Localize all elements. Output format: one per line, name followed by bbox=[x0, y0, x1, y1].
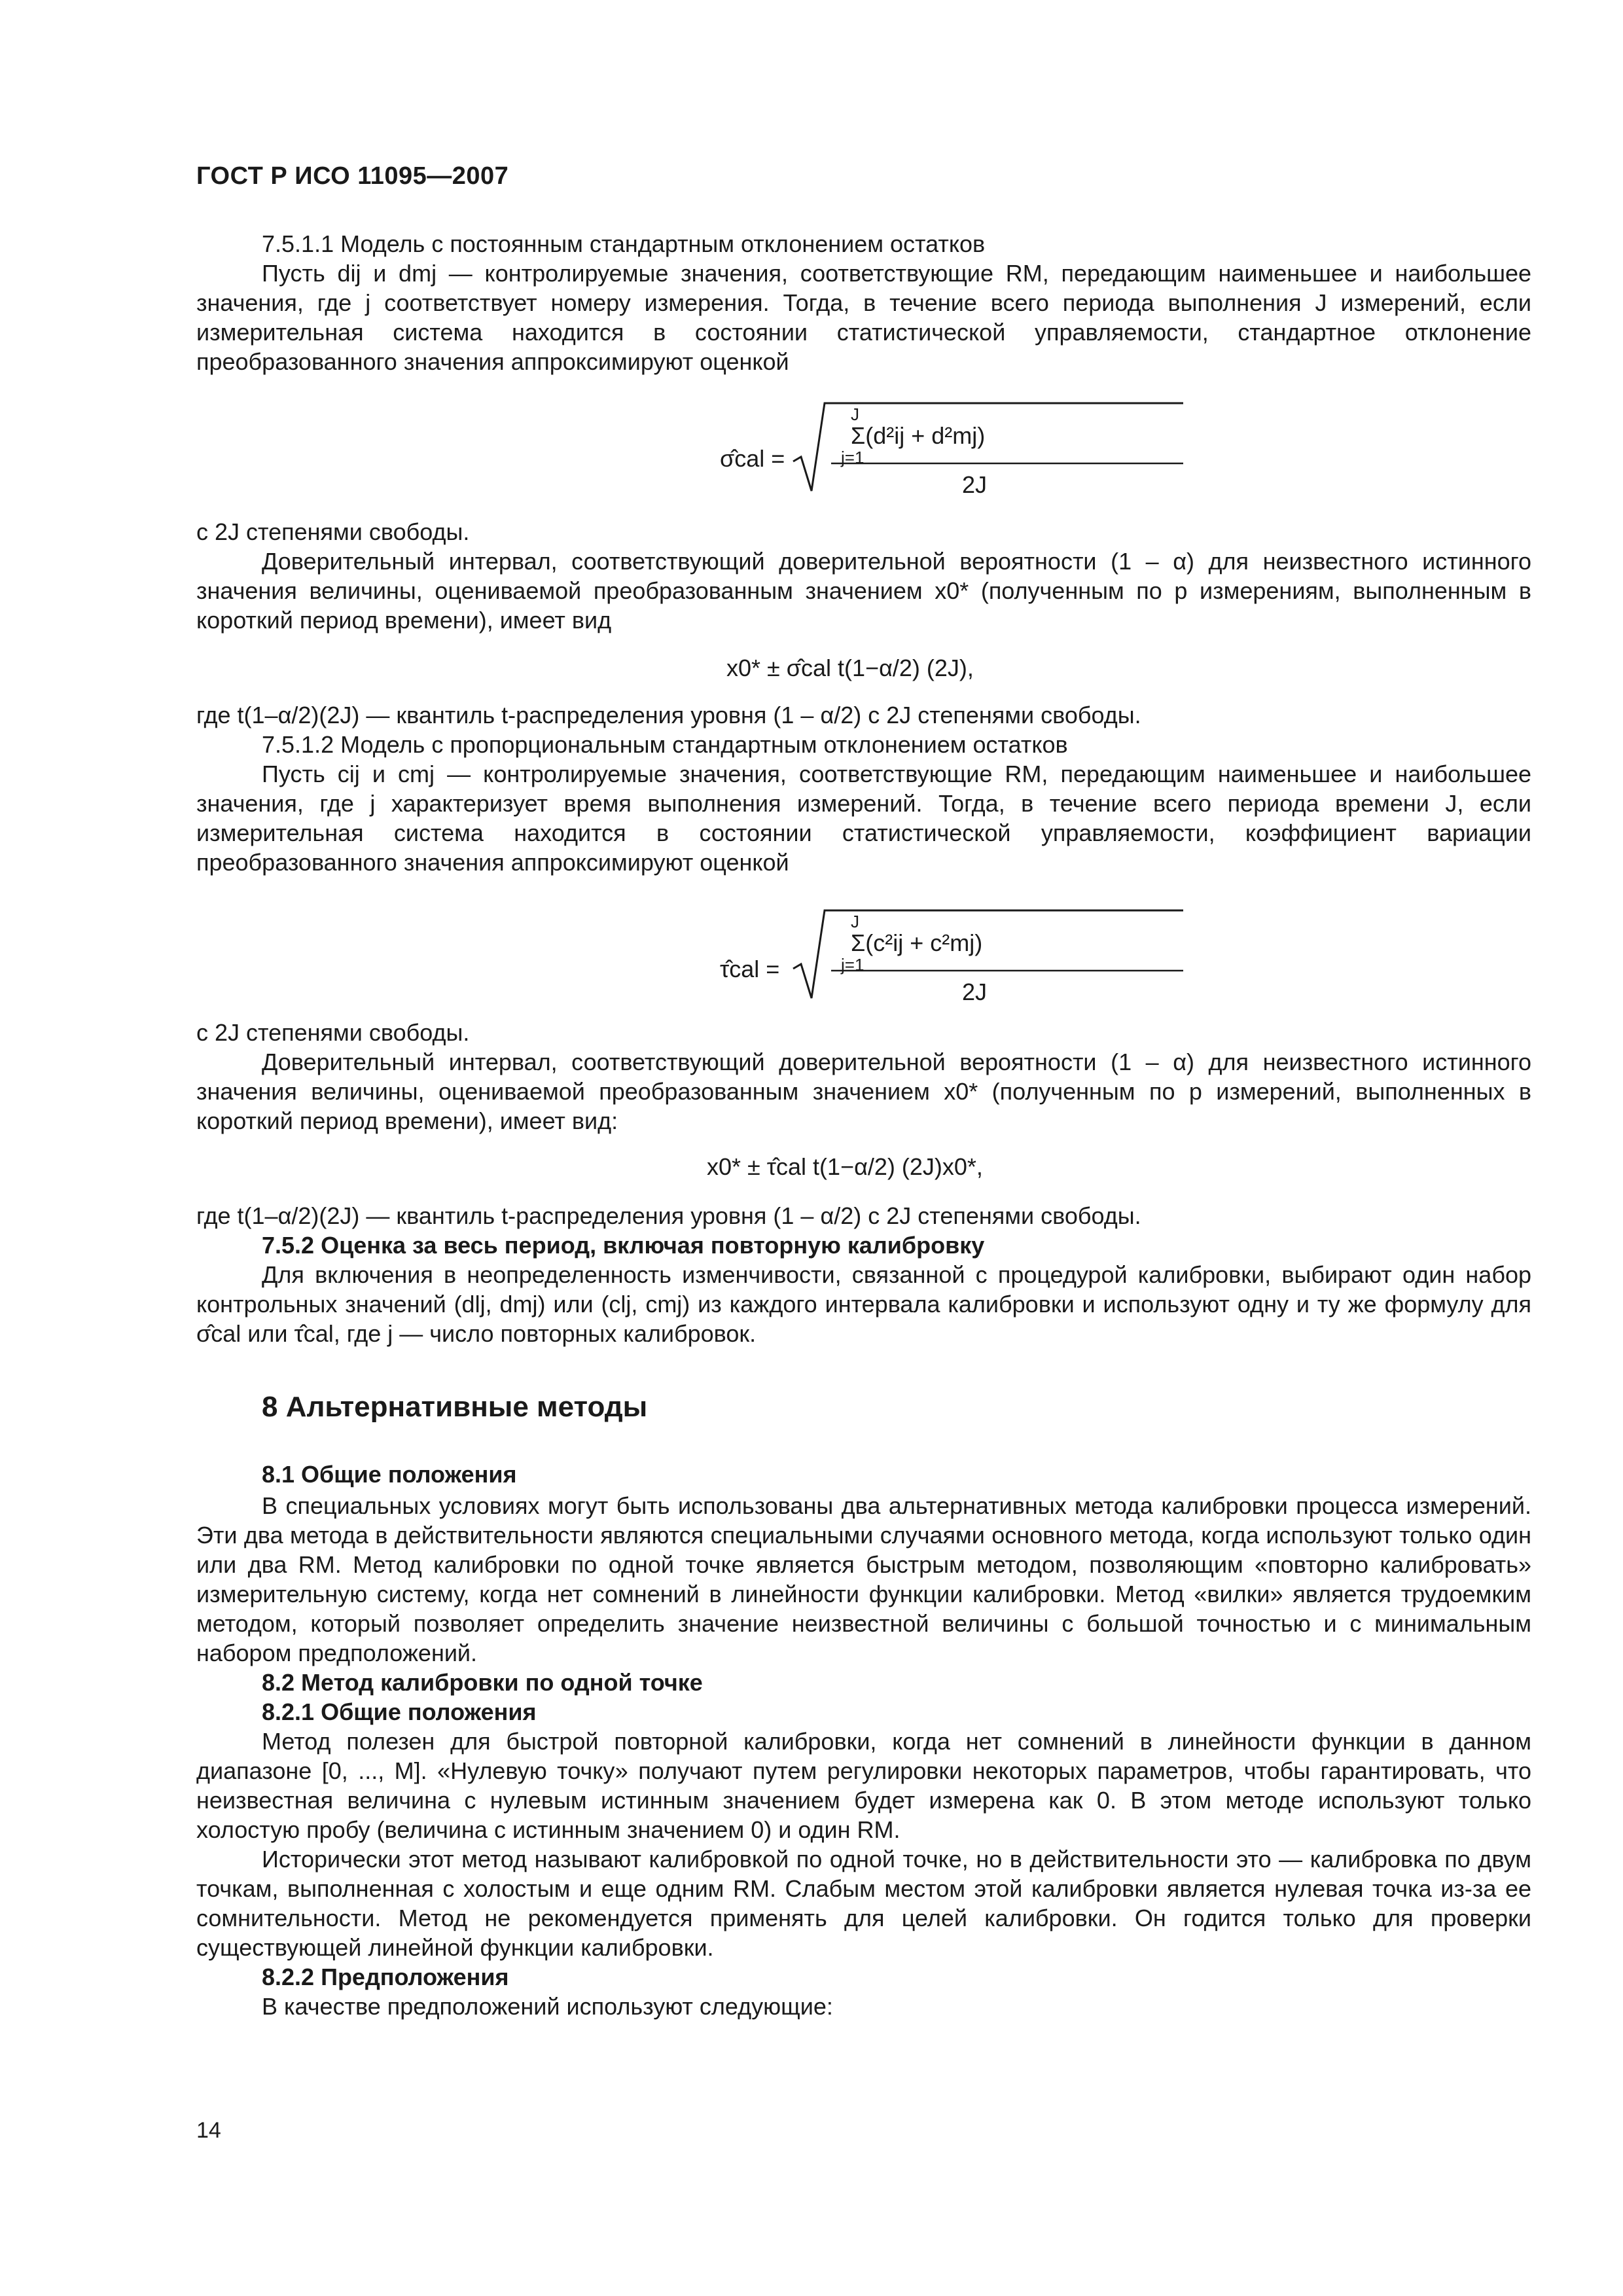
paragraph-8-2-1-body-1: Метод полезен для быстрой повторной калибровки, когда нет сомнений в линейности функции в данном диапазоне [0, ..., M]. «Нулевую точку» получают путем регулировки некоторых параметров, чтобы гарантировать, что неизвестная величина с нулевым истинным значением будет измерена как 0. В этом методе используют только холостую пробу (величина с истинным значением 0) и один RM. bbox=[196, 1728, 1531, 1843]
paragraph-degrees-freedom-1: с 2J степенями свободы. bbox=[196, 518, 470, 545]
paragraph-confidence-interval-2: Доверительный интервал, соответствующий доверительной вероятности (1 – α) для неизвестного истинного значения величины, оцениваемой преобразованным значением x0* (полученным по p измерений, выполненных в короткий период времени), имеет вид: bbox=[196, 1049, 1531, 1134]
formula-sum-top: J bbox=[851, 404, 859, 424]
paragraph-7-5-1-2-body: Пусть cij и cmj — контролируемые значения, соответствующие RM, передающим наименьшее и наибольшее значения, где j характеризует время выполнения измерений. Тогда, в течение всего периода времени J, если измерительная система находится в состоянии статистической управляемости, коэффициент вариации преобразованного значения аппроксимируют оценкой bbox=[196, 761, 1531, 876]
formula-sum-bottom: j=1 bbox=[841, 448, 865, 467]
paragraph-quantile-1: где t(1–α/2)(2J) — квантиль t-распределения уровня (1 – α/2) с 2J степенями свободы. bbox=[196, 702, 1141, 728]
document-header: ГОСТ Р ИСО 11095—2007 bbox=[196, 162, 509, 190]
heading-8-2-1: 8.2.1 Общие положения bbox=[262, 1698, 537, 1725]
heading-8-2: 8.2 Метод калибровки по одной точке bbox=[262, 1669, 703, 1696]
formula-sum-bottom: j=1 bbox=[841, 955, 865, 975]
heading-8-2-2: 8.2.2 Предположения bbox=[262, 1964, 509, 1990]
paragraph-8-2-2-body: В качестве предположений используют следующие: bbox=[262, 1993, 833, 2020]
page-number: 14 bbox=[196, 2118, 221, 2143]
paragraph-8-1-body: В специальных условиях могут быть использованы два альтернативных метода калибровки процесса измерений. Эти два метода в действительности являются специальными случаями основного метода, когда используют только один или два RM. Метод калибровки по одной точке является быстрым методом, позволяющим «повторно калибровать» измерительную систему, когда нет сомнений в линейности функции калибровки. Метод «вилки» является трудоемким методом, который позволяет определить значение неизвестной величины с большой точностью и с минимальным набором предположений. bbox=[196, 1492, 1531, 1666]
formula-sigma-numerator: Σ(d²ij + d²mj) bbox=[851, 422, 986, 449]
paragraph-7-5-1-1-body: Пусть dij и dmj — контролируемые значения, соответствующие RM, передающим наименьшее и наибольшее значения, где j соответствует номеру измерения. Тогда, в течение всего периода выполнения J измерений, если измерительная система находится в состоянии статистической управляемости, стандартное отклонение преобразованного значения аппроксимируют оценкой bbox=[196, 260, 1531, 375]
paragraph-quantile-2: где t(1–α/2)(2J) — квантиль t-распределения уровня (1 – α/2) с 2J степенями свободы. bbox=[196, 1202, 1141, 1229]
paragraph-7-5-2-body: Для включения в неопределенность изменчивости, связанной с процедурой калибровки, выбирают один набор контрольных значений (dlj, dmj) или (clj, cmj) из каждого интервала калибровки и используют одну и ту же формулу для σ̂cal или τ̂cal, где j — число повторных калибровок. bbox=[196, 1261, 1531, 1347]
formula-sigma-cal-lhs: σ̂cal = bbox=[720, 445, 785, 472]
paragraph-8-2-1-body-2: Исторически этот метод называют калибровкой по одной точке, но в действительности это — калибровка по двум точкам, выполненная с холостым и еще одним RM. Слабым местом этой калибровки является нулевая точка из-за ее сомнительности. Метод не рекомендуется применять для целей калибровки. Он годится только для проверки существующей линейной функции калибровки. bbox=[196, 1846, 1531, 1961]
formula-sigma-denominator: 2J bbox=[962, 471, 988, 498]
heading-8-1: 8.1 Общие положения bbox=[262, 1461, 517, 1488]
heading-section-8: 8 Альтернативные методы bbox=[262, 1391, 648, 1423]
paragraph-degrees-freedom-2: с 2J степенями свободы. bbox=[196, 1019, 470, 1046]
formula-tau-cal-lhs: τ̂cal = bbox=[720, 956, 780, 982]
formula-sum-top: J bbox=[851, 912, 859, 931]
heading-7-5-1-1: 7.5.1.1 Модель с постоянным стандартным отклонением остатков bbox=[262, 230, 986, 257]
heading-7-5-2: 7.5.2 Оценка за весь период, включая повторную калибровку bbox=[262, 1232, 985, 1259]
heading-7-5-1-2: 7.5.1.2 Модель с пропорциональным стандартным отклонением остатков bbox=[262, 731, 1068, 758]
formula-tau-denominator: 2J bbox=[962, 978, 988, 1005]
formula-tau-numerator: Σ(c²ij + c²mj) bbox=[851, 929, 983, 956]
formula-interval-2: x0* ± τ̂cal t(1−α/2) (2J)x0*, bbox=[707, 1153, 983, 1180]
paragraph-confidence-interval-1: Доверительный интервал, соответствующий доверительной вероятности (1 – α) для неизвестного истинного значения величины, оцениваемой преобразованным значением x0* (полученным по p измерениям, выполненным в короткий период времени), имеет вид bbox=[196, 548, 1531, 634]
document-page bbox=[196, 0, 1531, 2296]
formula-interval-1: x0* ± σ̂cal t(1−α/2) (2J), bbox=[726, 655, 974, 681]
